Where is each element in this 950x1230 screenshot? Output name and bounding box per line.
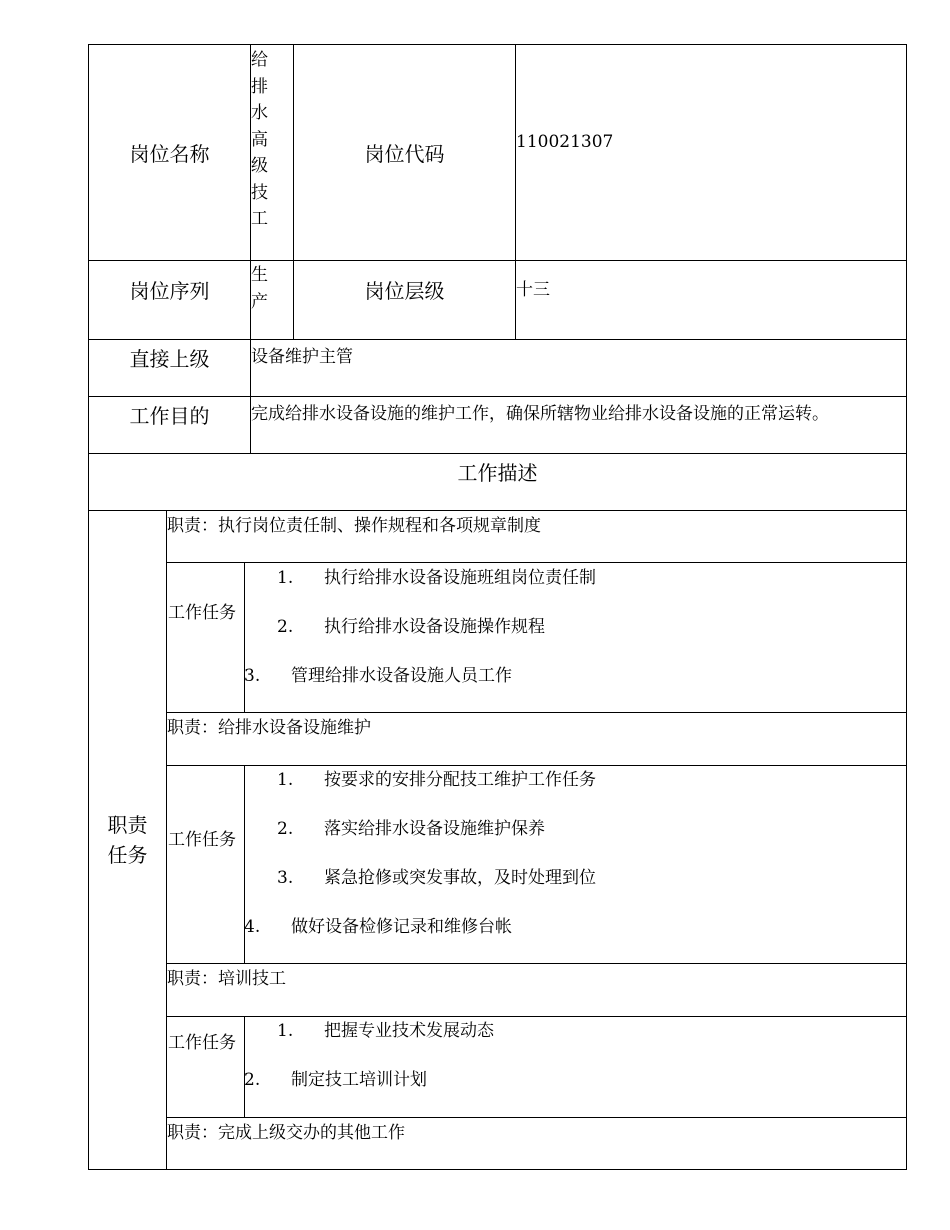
task-item (277, 819, 545, 839)
task-item (244, 1070, 427, 1090)
duty-title: 职责：执行岗位责任制、操作规程和各项规章制度 (167, 516, 541, 536)
task-number: 1. (277, 568, 294, 588)
superior-label: 直接上级 (129, 346, 210, 371)
task-text: 把握专业技术发展动态 (324, 1021, 494, 1041)
row-divider (88, 510, 907, 511)
post-series-label: 岗位序列 (129, 278, 210, 303)
task-text: 做好设备检修记录和维修台帐 (291, 917, 512, 937)
task-number: 2. (277, 819, 294, 839)
post-code-value: 110021307 (516, 132, 614, 152)
task-item (277, 868, 596, 888)
task-text: 按要求的安排分配技工维护工作任务 (324, 770, 596, 790)
task-text: 执行给排水设备设施班组岗位责任制 (324, 568, 596, 588)
post-code-label: 岗位代码 (364, 142, 445, 166)
task-number: 1. (277, 770, 294, 790)
task-item (277, 568, 596, 588)
duties-label-text: 职责任务 (107, 813, 148, 867)
row-divider (166, 712, 907, 713)
row-divider (166, 1016, 907, 1017)
task-number: 2. (277, 617, 294, 637)
duty-title: 职责：培训技工 (167, 969, 286, 989)
post-name-value: 给排水高级技工 (251, 50, 268, 229)
task-text: 制定技工培训计划 (291, 1070, 427, 1090)
row-divider (166, 963, 907, 964)
post-series-value: 生产 (251, 265, 268, 312)
col-divider (244, 562, 245, 713)
row-divider (166, 765, 907, 766)
row-divider (166, 562, 907, 563)
table-border-bottom (88, 1169, 907, 1170)
task-number: 2. (244, 1070, 261, 1090)
task-item (277, 617, 545, 637)
task-text: 管理给排水设备设施人员工作 (291, 666, 512, 686)
task-number: 1. (277, 1021, 294, 1041)
task-text: 执行给排水设备设施操作规程 (324, 617, 545, 637)
task-number: 4. (244, 917, 261, 937)
duty-title: 职责：给排水设备设施维护 (167, 718, 371, 738)
superior-value: 设备维护主管 (251, 347, 353, 367)
col-divider (166, 510, 167, 1170)
duties-label (89, 511, 166, 1169)
post-name-label: 岗位名称 (129, 142, 210, 166)
purpose-label: 工作目的 (129, 403, 210, 428)
task-item (244, 917, 512, 937)
col-divider (244, 1016, 245, 1118)
task-text: 紧急抢修或突发事故，及时处理到位 (324, 868, 596, 888)
task-item (277, 770, 596, 790)
task-item (277, 1021, 494, 1041)
task-number: 3. (277, 868, 294, 888)
post-level-label: 岗位层级 (364, 278, 445, 303)
task-item (244, 666, 512, 686)
post-level-value: 十三 (516, 280, 550, 300)
task-label: 工作任务 (168, 603, 236, 623)
description-title: 工作描述 (457, 460, 538, 485)
table-border-right (906, 44, 907, 1170)
duty-title: 职责：完成上级交办的其他工作 (167, 1123, 405, 1143)
purpose-value: 完成给排水设备设施的维护工作，确保所辖物业给排水设备设施的正常运转。 (251, 404, 829, 424)
row-divider (166, 1117, 907, 1118)
task-number: 3. (244, 666, 261, 686)
task-label: 工作任务 (168, 1033, 236, 1053)
task-text: 落实给排水设备设施维护保养 (324, 819, 545, 839)
task-label: 工作任务 (168, 830, 236, 850)
